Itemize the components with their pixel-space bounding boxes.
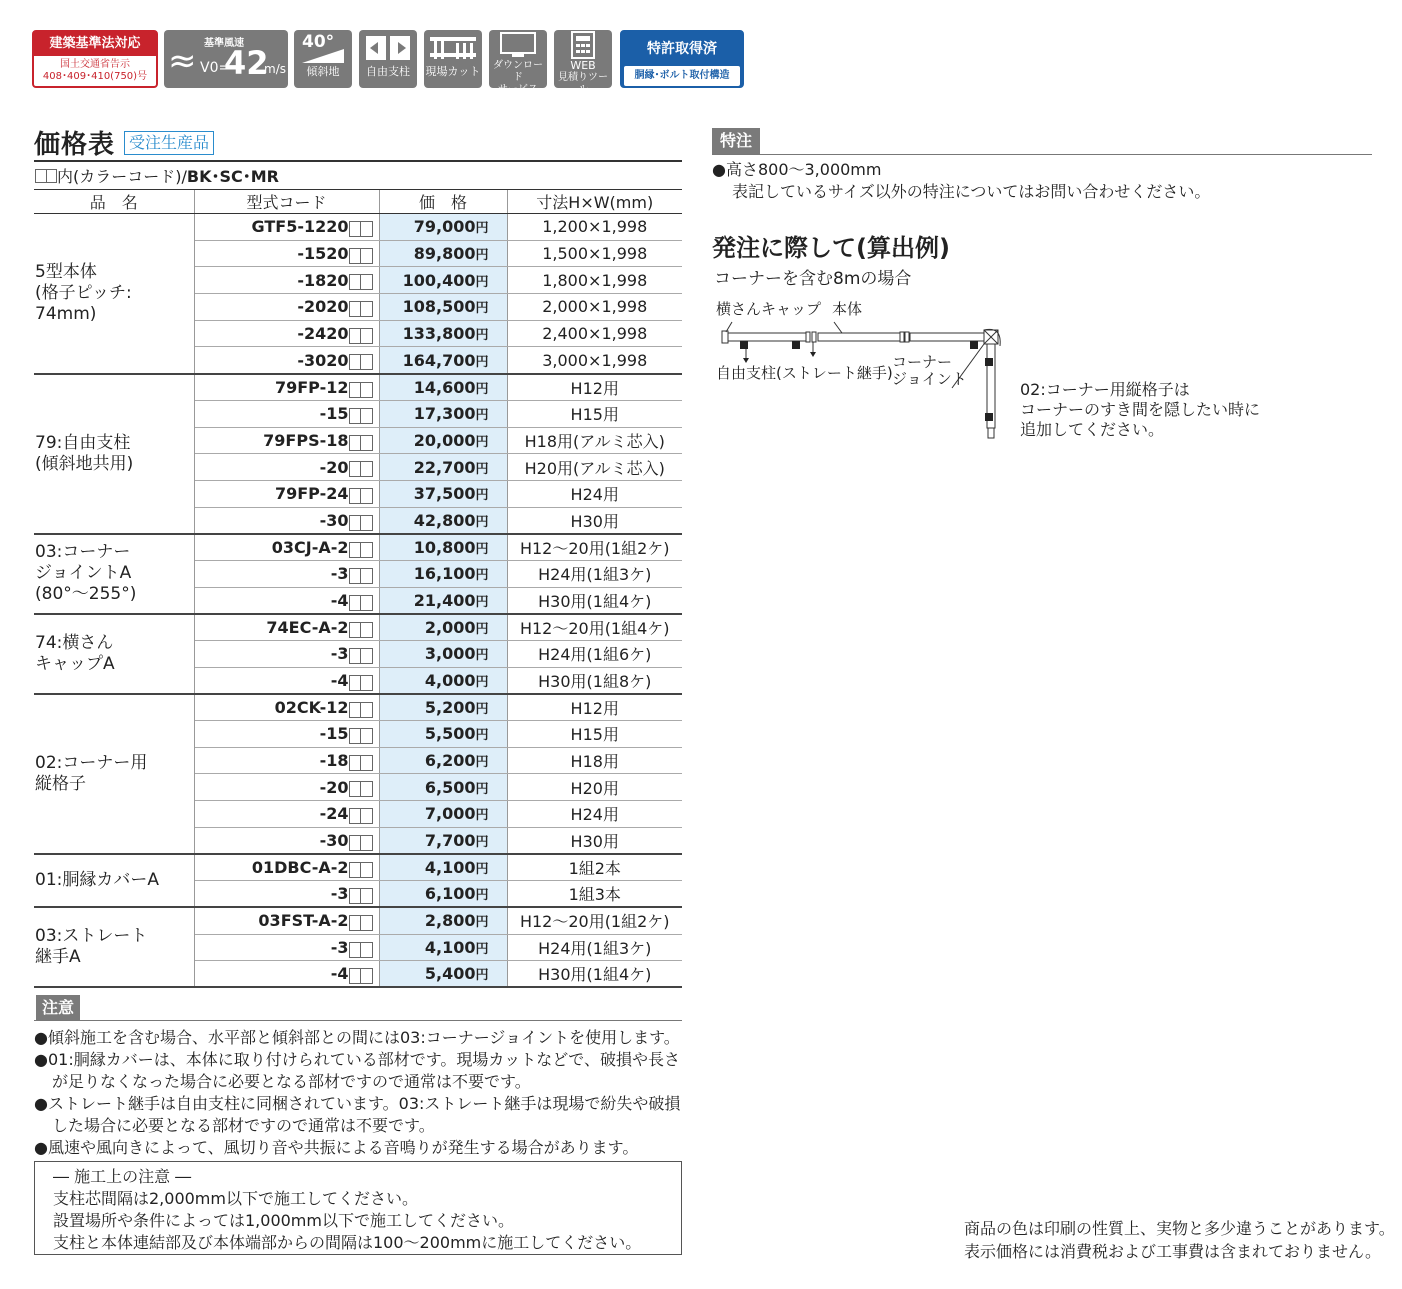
cut-icon xyxy=(424,30,482,66)
label-rail-cap: 横さんキャップ xyxy=(716,300,822,318)
yen-unit: 円 xyxy=(475,781,489,797)
price-cell xyxy=(379,587,507,614)
yen-unit: 円 xyxy=(475,834,489,850)
dimension-cell: H18用 xyxy=(507,747,682,774)
model-code: -15 xyxy=(194,400,379,427)
table-row xyxy=(34,214,682,241)
product-name: 02:コーナー用 縦格子 xyxy=(34,694,194,854)
model-code: -30 xyxy=(194,827,379,854)
header-name: 品 名 xyxy=(34,190,194,214)
dimension-cell: H15用 xyxy=(507,400,682,427)
label-corner-joint-2: ジョイント xyxy=(892,370,967,388)
model-code: -30 xyxy=(194,507,379,534)
product-name: 03:コーナー ジョイントA (80°～255°) xyxy=(34,534,194,614)
yen-unit: 円 xyxy=(475,674,489,690)
model-code: 03CJ-A-2 xyxy=(194,534,379,561)
yen-unit: 円 xyxy=(475,221,489,237)
caution-line: 支柱と本体連結部及び本体端部からの間隔は100～200mmに施工してください。 xyxy=(53,1233,642,1252)
dimension-cell: H30用 xyxy=(507,827,682,854)
wind-icon: ≈ xyxy=(168,41,197,81)
yen-unit: 円 xyxy=(475,408,489,424)
dimension-cell: H30用(1組4ケ) xyxy=(507,961,682,988)
price-cell xyxy=(379,854,507,881)
price-value: 79,000 xyxy=(413,217,476,237)
price-cell xyxy=(379,347,507,374)
dimension-cell: H20用(アルミ芯入) xyxy=(507,454,682,481)
price-value: 10,800 xyxy=(413,537,476,557)
price-cell xyxy=(379,934,507,961)
model-code: -4 xyxy=(194,961,379,988)
price-table-body xyxy=(34,214,682,988)
price-value: 22,700 xyxy=(413,457,476,477)
download-label1: ダウンロード xyxy=(493,60,543,83)
slope-badge xyxy=(294,30,352,88)
model-code: -15 xyxy=(194,721,379,748)
model-code: -24 xyxy=(194,801,379,828)
law-badge-detail xyxy=(34,56,156,83)
wind-unit: m/s xyxy=(264,62,286,76)
dimension-cell: 1,200×1,998 xyxy=(507,214,682,241)
download-label2: サービス xyxy=(498,84,538,95)
price-value: 2,800 xyxy=(424,911,476,931)
table-row xyxy=(34,534,682,561)
model-code: 79FPS-18 xyxy=(194,427,379,454)
yen-unit: 円 xyxy=(475,728,489,744)
model-code: -18 xyxy=(194,747,379,774)
dimension-cell: H30用(1組4ケ) xyxy=(507,587,682,614)
model-code: -4 xyxy=(194,667,379,694)
color-code-line xyxy=(34,164,279,187)
slope-angle: 40° xyxy=(302,32,335,52)
footer-tax-note: 表示価格には消費税および工事費は含まれておりません。 xyxy=(964,1242,1381,1261)
yen-unit: 円 xyxy=(475,701,489,717)
yen-unit: 円 xyxy=(475,248,489,264)
product-name: 01:胴縁カバーA xyxy=(34,854,194,907)
caution-title: ― 施工上の注意 ― xyxy=(53,1167,192,1186)
dimension-cell: 2,000×1,998 xyxy=(507,294,682,321)
note-item: ●01:胴縁カバーは、本体に取り付けられている部材です。現場カットなどで、破損や長さが足りなくなった場合に必要となる部材ですので通常は不要です。 xyxy=(34,1050,680,1091)
dimension-cell: H15用 xyxy=(507,721,682,748)
slope-icon xyxy=(294,30,352,66)
dimension-cell: H12用 xyxy=(507,374,682,401)
price-cell xyxy=(379,507,507,534)
yen-unit: 円 xyxy=(475,568,489,584)
price-value: 7,700 xyxy=(424,830,476,850)
dimension-cell: H24用(1組3ケ) xyxy=(507,560,682,587)
header-price: 価 格 xyxy=(379,190,507,214)
order-example-title: 発注に際して(算出例) xyxy=(712,234,950,262)
yen-unit: 円 xyxy=(475,941,489,957)
onsite-cut-badge xyxy=(424,30,482,88)
model-code: -3 xyxy=(194,881,379,908)
price-cell xyxy=(379,374,507,401)
yen-unit: 円 xyxy=(475,915,489,931)
product-name: 79:自由支柱 (傾斜地共用) xyxy=(34,374,194,534)
special-order-text xyxy=(712,159,1210,203)
price-cell xyxy=(379,667,507,694)
dimension-cell: H24用 xyxy=(507,480,682,507)
table-row xyxy=(34,694,682,721)
price-value: 20,000 xyxy=(413,430,476,450)
order-example-subtitle: コーナーを含む8mの場合 xyxy=(714,269,912,289)
yen-unit: 円 xyxy=(475,328,489,344)
dimension-cell: 1,800×1,998 xyxy=(507,267,682,294)
model-code: -3 xyxy=(194,934,379,961)
price-cell xyxy=(379,560,507,587)
model-code: -3020 xyxy=(194,347,379,374)
model-code: -1520 xyxy=(194,240,379,267)
model-code: GTF5-1220 xyxy=(194,214,379,241)
wind-value: 42 xyxy=(224,44,269,82)
post-arrows-icon xyxy=(359,30,417,66)
yen-unit: 円 xyxy=(475,968,489,984)
dimension-cell: H30用(1組8ケ) xyxy=(507,667,682,694)
color-code-prefix: 内(カラーコード)/ xyxy=(57,167,187,186)
made-to-order-tag: 受注生産品 xyxy=(124,131,214,155)
product-name: 03:ストレート 継手A xyxy=(34,907,194,987)
yen-unit: 円 xyxy=(475,514,489,530)
label-main-body: 本体 xyxy=(832,300,863,318)
note-item: ●ストレート継手は自由支柱に同梱されています。03:ストレート継手は現場で紛失や破損した場合に必要となる部材ですので通常は不要です。 xyxy=(34,1094,681,1135)
dimension-cell: 2,400×1,998 xyxy=(507,320,682,347)
slope-label: 傾斜地 xyxy=(306,65,340,78)
price-value: 6,100 xyxy=(424,884,476,904)
corner-lattice-line1: 02:コーナー用縦格子は xyxy=(1020,380,1190,399)
law-badge-title: 建築基準法対応 xyxy=(34,32,156,56)
corner-lattice-line3: 追加してください。 xyxy=(1020,420,1165,439)
dimension-cell: H18用(アルミ芯入) xyxy=(507,427,682,454)
wind-small-label: 基準風速 xyxy=(204,38,244,49)
label-corner-joint xyxy=(892,354,967,388)
model-code: -3 xyxy=(194,641,379,668)
table-row xyxy=(34,614,682,641)
yen-unit: 円 xyxy=(475,888,489,904)
price-value: 3,000 xyxy=(424,644,476,664)
price-cell xyxy=(379,694,507,721)
price-cell xyxy=(379,774,507,801)
wind-v0: V0= xyxy=(200,60,231,76)
dimension-cell: 1,500×1,998 xyxy=(507,240,682,267)
model-code: 79FP-12 xyxy=(194,374,379,401)
wind-speed-badge xyxy=(164,30,288,88)
model-code: -3 xyxy=(194,560,379,587)
model-code: 74EC-A-2 xyxy=(194,614,379,641)
table-row xyxy=(34,374,682,401)
price-value: 164,700 xyxy=(402,350,476,370)
price-value: 21,400 xyxy=(413,590,476,610)
dimension-cell: 1組2本 xyxy=(507,854,682,881)
dimension-cell: H24用(1組3ケ) xyxy=(507,934,682,961)
note-item: ●風速や風向きによって、風切り音や共振による音鳴りが発生する場合があります。 xyxy=(34,1138,639,1157)
note-item: ●傾斜施工を含む場合、水平部と傾斜部との間には03:コーナージョイントを使用します。 xyxy=(34,1028,680,1047)
price-value: 4,000 xyxy=(424,670,476,690)
yen-unit: 円 xyxy=(475,594,489,610)
dimension-cell: 3,000×1,998 xyxy=(507,347,682,374)
price-value: 7,000 xyxy=(424,804,476,824)
price-value: 100,400 xyxy=(402,270,476,290)
caution-line: 設置場所や条件によっては1,000mm以下で施工してください。 xyxy=(53,1211,514,1230)
dimension-cell: H12用 xyxy=(507,694,682,721)
yen-unit: 円 xyxy=(475,274,489,290)
price-value: 4,100 xyxy=(424,937,476,957)
color-code-box-icon xyxy=(35,169,57,183)
building-law-badge xyxy=(32,30,158,88)
price-cell xyxy=(379,961,507,988)
dimension-cell: H12～20用(1組2ケ) xyxy=(507,907,682,934)
footer-color-note: 商品の色は印刷の性質上、実物と多少違うことがあります。 xyxy=(964,1219,1395,1238)
dimension-cell: 1組3本 xyxy=(507,881,682,908)
price-value: 6,500 xyxy=(424,777,476,797)
price-table-title: 価格表 xyxy=(34,130,116,160)
price-value: 2,000 xyxy=(424,617,476,637)
dimension-cell: H30用 xyxy=(507,507,682,534)
dimension-cell: H24用(1組6ケ) xyxy=(507,641,682,668)
price-cell xyxy=(379,214,507,241)
model-code: 79FP-24 xyxy=(194,480,379,507)
free-post-badge xyxy=(359,30,417,88)
header-code: 型式コード xyxy=(194,190,379,214)
price-cell xyxy=(379,240,507,267)
yen-unit: 円 xyxy=(475,541,489,557)
price-cell xyxy=(379,747,507,774)
color-code-values: BK･SC･MR xyxy=(186,167,279,186)
special-order-height: ●高さ800～3,000mm xyxy=(712,160,882,179)
model-code: -20 xyxy=(194,454,379,481)
price-value: 16,100 xyxy=(413,564,476,584)
model-code: 03FST-A-2 xyxy=(194,907,379,934)
dimension-cell: H20用 xyxy=(507,774,682,801)
price-value: 17,300 xyxy=(413,404,476,424)
patent-title: 特許取得済 xyxy=(647,41,717,57)
price-value: 89,800 xyxy=(413,244,476,264)
model-code: -2420 xyxy=(194,320,379,347)
price-cell xyxy=(379,480,507,507)
price-table xyxy=(34,189,682,988)
label-corner-lattice xyxy=(1020,380,1260,440)
price-value: 6,200 xyxy=(424,751,476,771)
label-free-post: 自由支柱(ストレート継手) xyxy=(716,364,893,382)
dimension-cell: H24用 xyxy=(507,801,682,828)
price-cell xyxy=(379,827,507,854)
price-value: 108,500 xyxy=(402,297,476,317)
cut-label: 現場カット xyxy=(425,65,481,78)
yen-unit: 円 xyxy=(475,755,489,771)
yen-unit: 円 xyxy=(475,808,489,824)
label-corner-joint-1: コーナー xyxy=(892,353,953,371)
price-value: 5,500 xyxy=(424,724,476,744)
yen-unit: 円 xyxy=(475,434,489,450)
price-cell xyxy=(379,641,507,668)
price-value: 37,500 xyxy=(413,484,476,504)
price-cell xyxy=(379,427,507,454)
caution-line: 支柱芯間隔は2,000mm以下で施工してください。 xyxy=(53,1189,418,1208)
layout-diagram xyxy=(712,296,1292,446)
notes-tag: 注意 xyxy=(36,995,80,1021)
price-value: 42,800 xyxy=(413,510,476,530)
law-line1: 国土交通省告示 xyxy=(60,59,130,70)
model-code: -1820 xyxy=(194,267,379,294)
title-divider xyxy=(34,160,682,162)
product-name: 74:横さん キャップA xyxy=(34,614,194,694)
patent-badge xyxy=(620,30,744,88)
footer-disclaimer xyxy=(964,1217,1395,1263)
price-cell xyxy=(379,801,507,828)
model-code: -4 xyxy=(194,587,379,614)
yen-unit: 円 xyxy=(475,301,489,317)
web-label2: 見積りツール xyxy=(558,72,608,95)
model-code: -20 xyxy=(194,774,379,801)
notes-divider xyxy=(34,1020,682,1021)
special-order-tag: 特注 xyxy=(712,128,760,154)
dimension-cell: H12～20用(1組4ケ) xyxy=(507,614,682,641)
price-cell xyxy=(379,721,507,748)
calculator-icon xyxy=(554,30,612,60)
download-badge xyxy=(489,30,547,95)
price-value: 5,200 xyxy=(424,697,476,717)
model-code: 02CK-12 xyxy=(194,694,379,721)
table-row xyxy=(34,854,682,881)
special-order-divider xyxy=(712,154,1372,155)
price-cell xyxy=(379,881,507,908)
dimension-cell: H12～20用(1組2ケ) xyxy=(507,534,682,561)
price-cell xyxy=(379,320,507,347)
price-value: 5,400 xyxy=(424,964,476,984)
yen-unit: 円 xyxy=(475,621,489,637)
yen-unit: 円 xyxy=(475,354,489,370)
monitor-icon xyxy=(489,30,547,60)
web-estimate-badge xyxy=(554,30,612,95)
price-cell xyxy=(379,614,507,641)
yen-unit: 円 xyxy=(475,648,489,664)
law-line2: 408･409･410(750)号 xyxy=(42,71,148,82)
post-label: 自由支柱 xyxy=(366,65,410,78)
price-cell xyxy=(379,294,507,321)
product-name: 5型本体 (格子ピッチ: 74mm) xyxy=(34,214,194,374)
table-row xyxy=(34,907,682,934)
special-order-inquiry: 表記しているサイズ以外の特注についてはお問い合わせください。 xyxy=(732,182,1211,201)
price-cell xyxy=(379,534,507,561)
yen-unit: 円 xyxy=(475,862,489,878)
corner-lattice-line2: コーナーのすき間を隠したい時に xyxy=(1020,400,1261,419)
price-cell xyxy=(379,267,507,294)
model-code: -2020 xyxy=(194,294,379,321)
price-value: 4,100 xyxy=(424,858,476,878)
notes-list xyxy=(34,1027,694,1159)
price-cell xyxy=(379,454,507,481)
patent-detail: 胴縁･ボルト取付構造 xyxy=(624,66,740,86)
header-dimension: 寸法H×W(mm) xyxy=(507,190,682,214)
price-table-header xyxy=(34,190,682,214)
yen-unit: 円 xyxy=(475,461,489,477)
price-cell xyxy=(379,907,507,934)
price-value: 14,600 xyxy=(413,377,476,397)
yen-unit: 円 xyxy=(475,488,489,504)
yen-unit: 円 xyxy=(475,381,489,397)
web-label1: WEB xyxy=(570,59,596,72)
model-code: 01DBC-A-2 xyxy=(194,854,379,881)
price-cell xyxy=(379,400,507,427)
price-value: 133,800 xyxy=(402,324,476,344)
construction-caution-box xyxy=(34,1161,682,1255)
